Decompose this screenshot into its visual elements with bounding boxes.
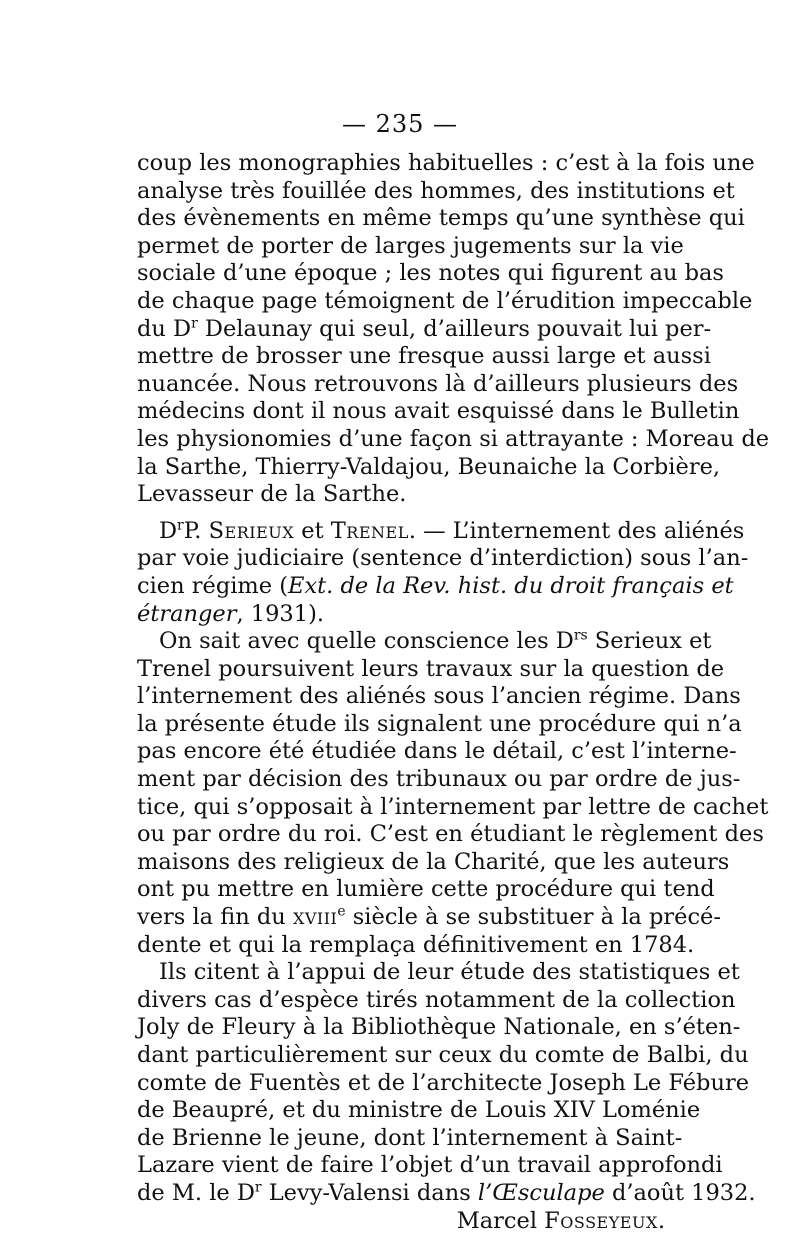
text-line: nuancée. Nous retrouvons là d’ailleurs plusieurs des <box>137 370 739 397</box>
text-fragment: vers la fin du <box>137 904 293 931</box>
text-fragment: cien régime ( <box>137 572 289 599</box>
text-line: coup les monographies habituelles : c’est à la fois une <box>137 150 755 176</box>
text-line: des évènements en même temps qu’une synthèse qui <box>137 205 745 232</box>
text-fragment: Levy-Valensi dans <box>261 1179 478 1206</box>
text-line: sociale d’une époque ; les notes qui figurent au bas <box>137 260 724 287</box>
text-line: par voie judiciaire (sentence d’interdiction) sous l’an- <box>137 545 749 572</box>
author-name: Serieux <box>208 517 295 544</box>
superscript: rs <box>573 627 588 644</box>
superscript: r <box>177 517 184 534</box>
text-line: Ils citent à l’appui de leur étude des statistiques et <box>159 959 740 986</box>
text-line <box>137 627 712 656</box>
text-line: mettre de brosser une fresque aussi large et aussi <box>137 343 711 370</box>
page-number: — 235 — <box>341 110 459 138</box>
source-title: étranger <box>137 600 237 627</box>
text-line: Lazare vient de faire l’objet d’un travail approfondi <box>137 1152 723 1179</box>
text-line: tice, qui s’opposait à l’internement par lettre de cachet <box>137 793 769 820</box>
text-fragment: On sait avec quelle conscience les D <box>159 628 574 655</box>
paragraph-gap <box>137 509 669 518</box>
century-numeral: xviii <box>292 904 338 931</box>
superscript: r <box>254 1179 262 1196</box>
paragraph-4 <box>137 959 756 1207</box>
signature <box>137 1208 669 1236</box>
text-line: divers cas d’espèce tirés notamment de la collection <box>137 986 736 1013</box>
text-fragment: du D <box>137 315 192 342</box>
text-line: médecins dont il nous avait esquissé dans le Bulletin <box>137 398 740 425</box>
text-line: permet de porter de larges jugements sur la vie <box>137 232 684 259</box>
text-fragment: de M. le D <box>137 1179 255 1206</box>
text-block <box>137 150 770 1235</box>
text-fragment: et <box>294 517 331 544</box>
text-fragment: . — L’internement des aliénés <box>408 517 745 544</box>
text-line: l’internement des aliénés sous l’ancien régime. Dans <box>137 683 741 710</box>
text-line: la Sarthe, Thierry-Valdajou, Beunaiche la Corbière, <box>137 453 721 480</box>
text-line: ou par ordre du roi. C’est en étudiant le règlement des <box>137 821 764 848</box>
text-fragment: . <box>657 1207 665 1234</box>
text-line: les physionomies d’une façon si attrayante : Moreau de <box>137 425 770 452</box>
paragraph-1 <box>137 150 770 509</box>
text-line: dant particulièrement sur ceux du comte de Balbi, du <box>137 1042 749 1068</box>
text-line: Levasseur de la Sarthe. <box>137 481 407 508</box>
source-title: Ext. de la Rev. hist. du droit français et <box>288 572 734 599</box>
text-line <box>137 315 712 344</box>
text-fragment: D <box>159 517 178 544</box>
text-line: la présente étude ils signalent une procédure qui n’a <box>137 710 742 737</box>
superscript: r <box>191 315 198 332</box>
text-line <box>137 1179 756 1208</box>
text-line <box>137 601 669 629</box>
text-line: Trenel poursuivent leurs travaux sur la question de <box>137 655 725 682</box>
text-line: ont pu mettre en lumière cette procédure qui tend <box>137 876 715 903</box>
text-line: de Beaupré, et du ministre de Louis XIV Loménie <box>137 1097 701 1124</box>
text-line <box>137 572 734 601</box>
text-fragment: siècle à se substituer à la précé- <box>345 904 721 931</box>
text-fragment: Serieux et <box>587 628 712 655</box>
review-heading <box>137 517 745 546</box>
text-line: de Brienne le jeune, dont l’internement à Saint- <box>137 1124 683 1151</box>
review-entry <box>137 517 749 628</box>
text-line: analyse très fouillée des hommes, des institutions et <box>137 177 735 204</box>
signature-first-name: Marcel <box>456 1207 545 1234</box>
text-line: ment par décision des tribunaux ou par ordre de jus- <box>137 766 741 793</box>
text-fragment: P. <box>183 517 209 544</box>
text-line: comte de Fuentès et de l’architecte Joseph Le Fébure <box>137 1069 750 1096</box>
author-name: Trenel <box>330 517 409 544</box>
text-fragment: d’août 1932. <box>604 1179 756 1206</box>
paragraph-3 <box>137 627 769 959</box>
text-fragment: Delaunay qui seul, d’ailleurs pouvait lui per- <box>197 315 712 342</box>
superscript: e <box>337 903 346 920</box>
text-line: Joly de Fleury à la Bibliothèque Nationale, en s’éten- <box>137 1014 741 1041</box>
text-line: pas encore été étudiée dans le détail, c’est l’interne- <box>137 738 737 765</box>
text-fragment: , 1931). <box>236 600 324 627</box>
text-line: dente et qui la remplaça définitivement en 1784. <box>137 931 695 958</box>
text-line: de chaque page témoignent de l’érudition impeccable <box>137 287 753 314</box>
signature-last-name: Fosseyeux <box>544 1207 658 1234</box>
journal-title: l’Œsculape <box>477 1179 605 1206</box>
text-line: maisons des religieux de la Charité, que les auteurs <box>137 848 730 875</box>
text-line <box>137 903 721 932</box>
